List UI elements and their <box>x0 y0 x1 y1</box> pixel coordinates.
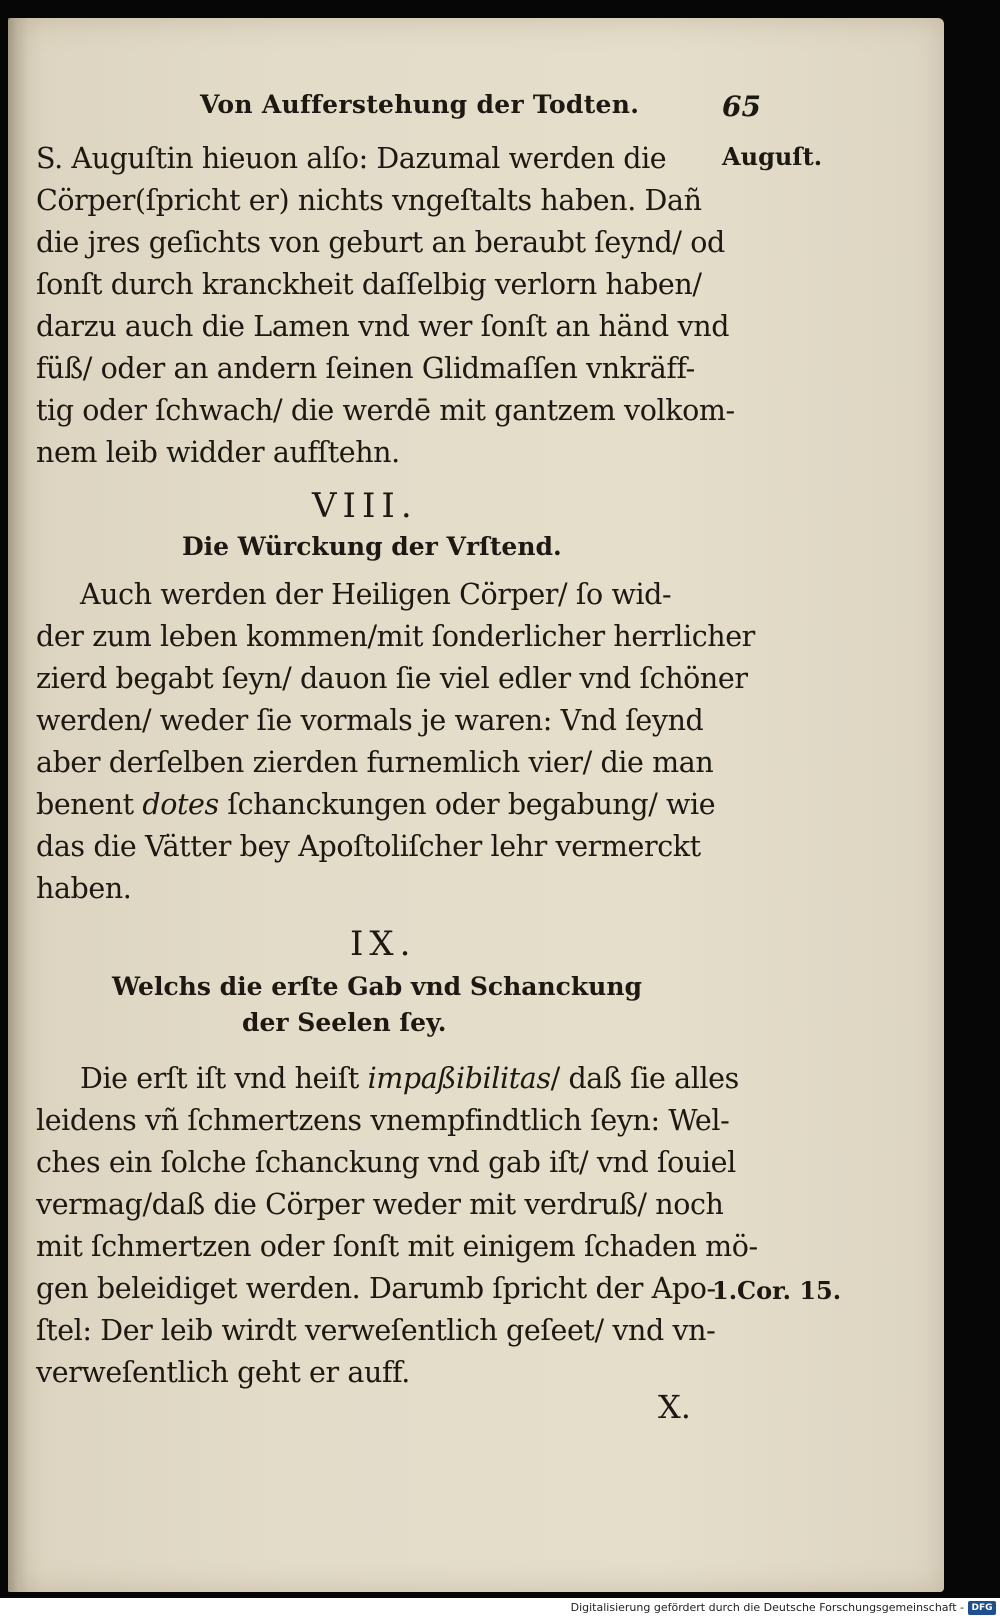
text-line: Cörper(ſpricht er) nichts vngeſtalts haben. Dañ <box>36 184 702 217</box>
footer-credit: Digitalisierung gefördert durch die Deutsche Forschungsgemeinschaft - <box>570 1601 964 1614</box>
text-run: ſchanckungen oder begabung/ wie <box>218 788 716 821</box>
dfg-logo-icon: DFG <box>968 1601 996 1615</box>
text-line <box>36 788 715 821</box>
text-line: zierd begabt ſeyn/ dauon ſie viel edler vnd ſchöner <box>36 662 748 695</box>
catchword: X. <box>658 1388 691 1426</box>
latin-term-impassibilitas: impaßibilitas <box>367 1062 551 1095</box>
text-line: Auch werden der Heiligen Cörper/ ſo wid- <box>80 578 672 611</box>
text-line: werden/ weder ſie vormals je waren: Vnd ſeynd <box>36 704 704 737</box>
text-line: vermag/daß die Cörper weder mit verdruß/ noch <box>36 1188 724 1221</box>
text-line: ſtel: Der leib wirdt verweſentlich geſeet/ vnd vn- <box>36 1314 716 1347</box>
text-line: das die Vätter bey Apoſtoliſcher lehr vermerckt <box>36 830 701 863</box>
latin-term-dotes: dotes <box>142 788 219 821</box>
margin-note-august: Auguſt. <box>722 142 823 171</box>
running-head: Von Aufferstehung der Todten. <box>200 90 640 119</box>
text-line: verweſentlich geht er auff. <box>36 1356 410 1389</box>
section-number-8: VIII. <box>312 486 418 526</box>
text-run: Die erſt iſt vnd heiſt <box>80 1062 368 1095</box>
page-gutter <box>8 18 28 1592</box>
text-run: / daß ſie alles <box>550 1062 739 1095</box>
section-title-9-line1: Welchs die erſte Gab vnd Schanckung <box>112 972 643 1001</box>
text-line: ſonſt durch kranckheit daſſelbig verlorn haben/ <box>36 268 702 301</box>
text-line <box>80 1062 739 1095</box>
digitization-footer <box>0 1598 1000 1620</box>
text-line: leidens vñ ſchmertzens vnempfindtlich ſeyn: Wel- <box>36 1104 730 1137</box>
text-line: gen beleidiget werden. Darumb ſpricht der Apo- <box>36 1272 716 1305</box>
section-title-8: Die Würckung der Vrſtend. <box>182 532 562 561</box>
page-number: 65 <box>722 90 761 123</box>
text-line: tig oder ſchwach/ die werdē mit gantzem volkom- <box>36 394 735 427</box>
margin-note-corinthians: 1.Cor. 15. <box>712 1276 842 1305</box>
text-line: ches ein ſolche ſchanckung vnd gab iſt/ vnd ſouiel <box>36 1146 736 1179</box>
text-line: haben. <box>36 872 132 905</box>
text-line: aber derſelben zierden furnemlich vier/ die man <box>36 746 714 779</box>
text-line: die jres geſichts von geburt an beraubt ſeynd/ od <box>36 226 725 259</box>
section-number-9: IX. <box>350 924 417 964</box>
text-line: S. Auguſtin hieuon alſo: Dazumal werden die <box>36 142 667 175</box>
text-line: mit ſchmertzen oder ſonſt mit einigem ſchaden mö- <box>36 1230 758 1263</box>
text-line: darzu auch die Lamen vnd wer ſonſt an händ vnd <box>36 310 730 343</box>
section-title-9-line2: der Seelen ſey. <box>242 1008 447 1037</box>
text-line: füß/ oder an andern ſeinen Glidmaſſen vnkräff- <box>36 352 695 385</box>
text-line: der zum leben kommen/mit ſonderlicher herrlicher <box>36 620 755 653</box>
text-line: nem leib widder aufſtehn. <box>36 436 400 469</box>
text-run: benent <box>36 788 143 821</box>
